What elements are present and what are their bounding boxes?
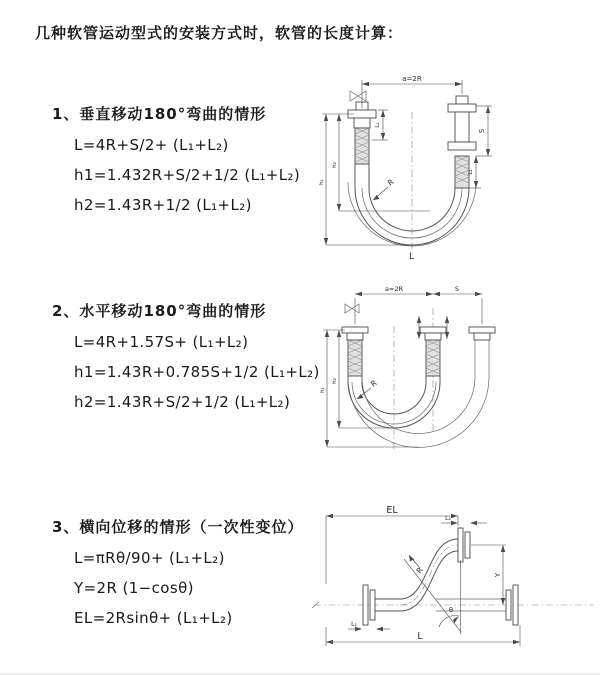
svg-text:h₁: h₁ (320, 387, 326, 393)
formula-s2-L: L=4R+1.57S+ (L₁+L₂) (74, 333, 249, 351)
formula-s1-L: L=4R+S/2+ (L₁+L₂) (74, 136, 229, 154)
upper-end-fitting (458, 528, 470, 562)
dimension-h2 (332, 114, 430, 211)
section-3 (52, 516, 303, 627)
svg-text:h₂: h₂ (332, 162, 338, 168)
dimension-l1 (348, 621, 390, 631)
svg-text:S: S (478, 128, 486, 134)
dimension-s (476, 106, 492, 156)
svg-text:R: R (414, 565, 425, 576)
dimension-s (433, 285, 482, 296)
svg-text:R: R (385, 177, 396, 188)
angle-theta-label: θ (449, 606, 453, 614)
svg-text:L₂: L₂ (468, 169, 474, 175)
svg-text:a=2R: a=2R (384, 285, 404, 293)
diagram-vertical-180-bend (312, 70, 595, 264)
dimension-h2 (332, 330, 394, 428)
dimension-y (471, 545, 506, 605)
diagram-horizontal-180-bend (315, 282, 600, 454)
dimension-l2 (441, 515, 487, 525)
section-2 (52, 300, 320, 411)
svg-text:a=2R: a=2R (402, 75, 422, 83)
left-end-fitting (342, 327, 368, 382)
section-1 (52, 103, 300, 214)
radius-callout (409, 555, 425, 575)
page-title: 几种软管运动型式的安装方式时，软管的长度计算： (35, 24, 404, 42)
formula-s2-h1: h1=1.43R+0.785S+1/2 (L₁+L₂) (74, 363, 320, 381)
svg-text:Y: Y (494, 572, 502, 578)
dimension-el (326, 505, 458, 584)
hose-swept-position (348, 377, 489, 448)
svg-text:S: S (454, 285, 460, 293)
formula-s1-h2: h2=1.43R+1/2 (L₁+L₂) (74, 196, 252, 214)
formula-s2-h2: h2=1.43R+S/2+1/2 (L₁+L₂) (74, 393, 291, 411)
diagram-lateral-displacement (308, 502, 598, 664)
radius-callout (357, 378, 378, 399)
label-length-l: L (409, 252, 415, 262)
section-2-heading: 2、水平移动180°弯曲的情形 (52, 302, 267, 320)
section-1-heading: 1、垂直移动180°弯曲的情形 (52, 105, 267, 123)
dimension-l2 (468, 156, 481, 188)
valve-icon (350, 91, 366, 101)
svg-text:R: R (368, 378, 379, 389)
formula-s3-EL: EL=2Rsinθ+ (L₁+L₂) (74, 609, 233, 627)
radius-callout (373, 177, 395, 200)
right-end-fitting (469, 327, 495, 377)
hose-s-curve (400, 539, 458, 611)
svg-text:L: L (417, 631, 423, 642)
svg-text:h₁: h₁ (319, 179, 325, 185)
formula-s3-L: L=πRθ/90+ (L₁+L₂) (74, 549, 225, 567)
formula-s3-Y: Y=2R (1−cosθ) (74, 579, 194, 597)
valve-icon (345, 304, 359, 313)
svg-text:L₂: L₂ (445, 515, 451, 522)
svg-text:EL: EL (386, 505, 398, 516)
svg-text:L₁: L₁ (351, 621, 357, 628)
svg-text:h₂: h₂ (332, 378, 338, 384)
dimension-a2r (362, 75, 462, 108)
section-3-heading: 3、横向位移的情形（一次性变位） (52, 518, 304, 536)
formula-s1-h1: h1=1.432R+S/2+1/2 (L₁+L₂) (74, 166, 301, 184)
dimension-h1 (320, 330, 418, 447)
left-end-fitting (348, 102, 376, 188)
svg-text:L₁: L₁ (375, 122, 381, 128)
angle-construction (404, 559, 461, 634)
middle-end-fitting (420, 327, 446, 382)
